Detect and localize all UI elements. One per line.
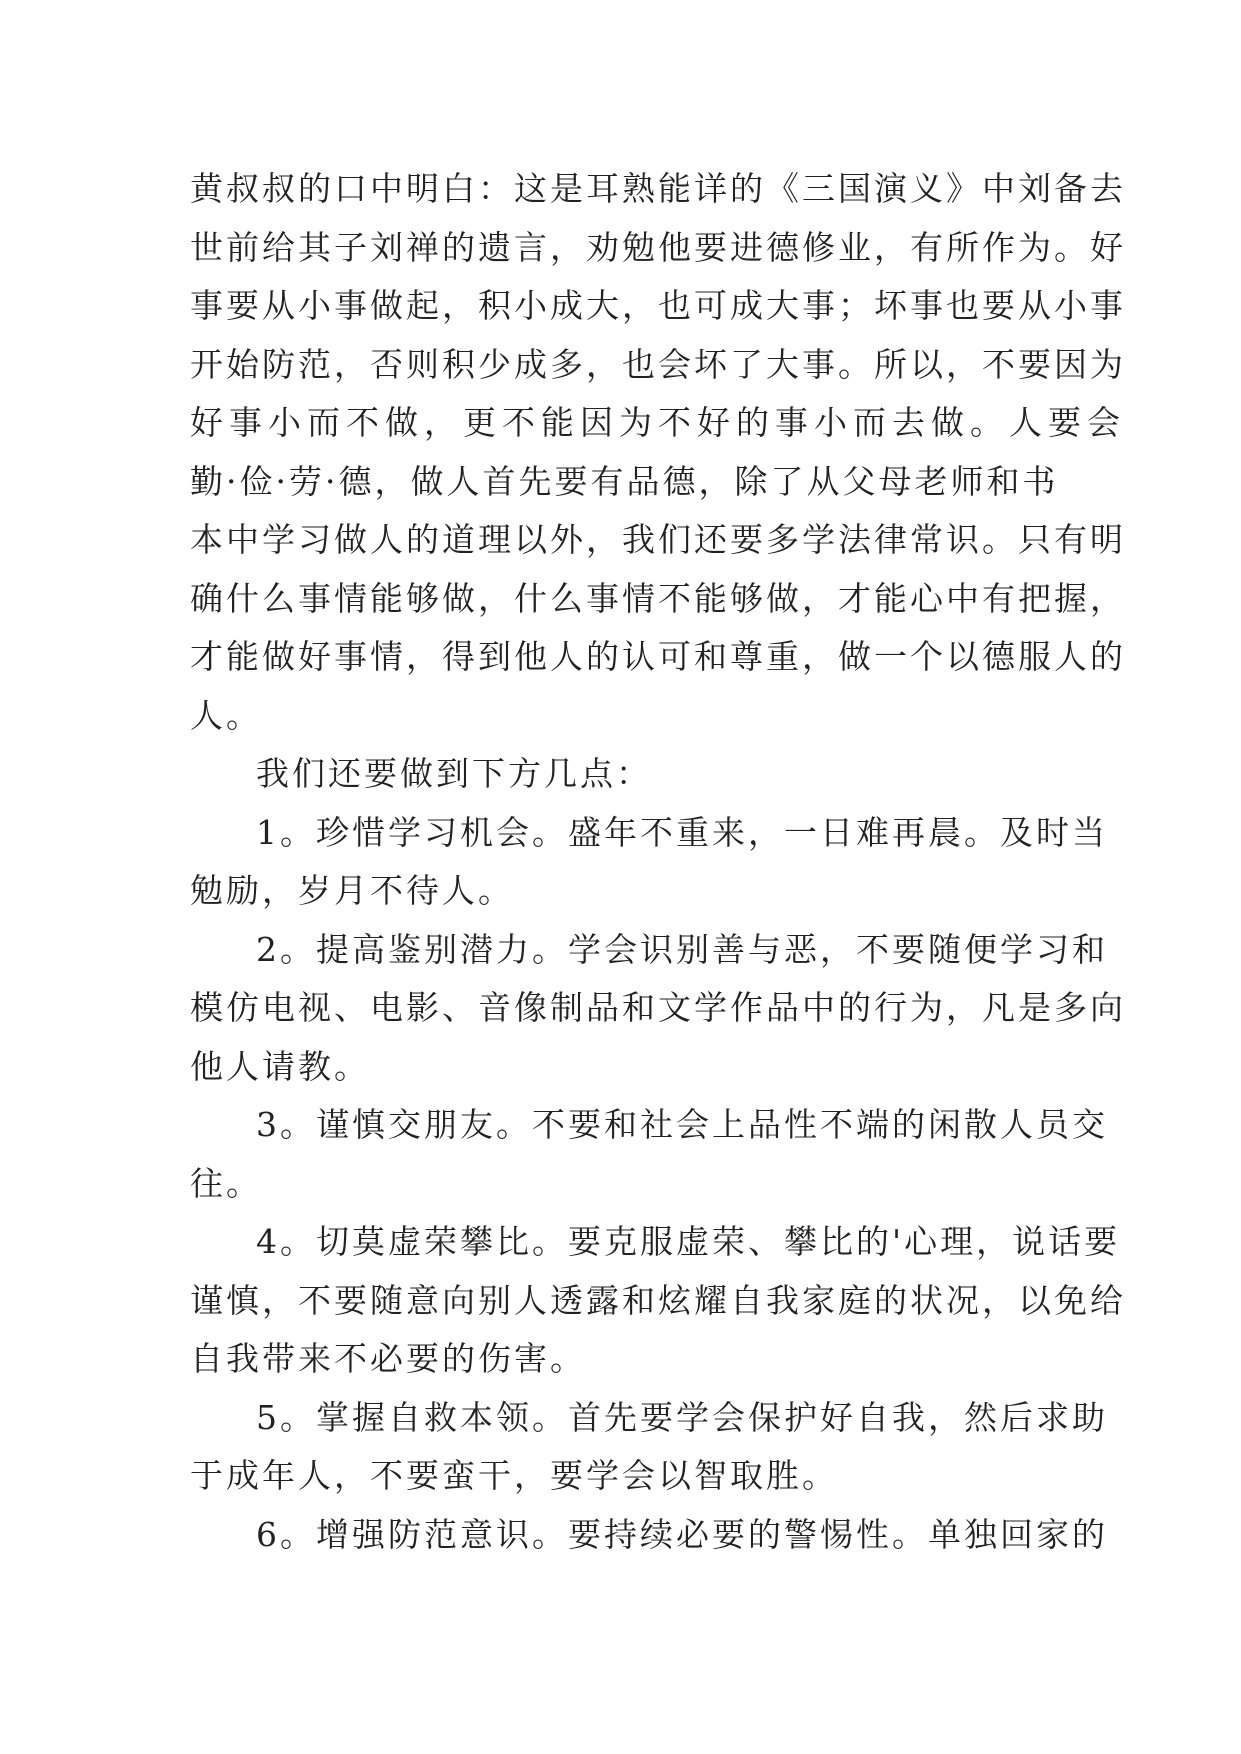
text-line: 模仿电视、电影、音像制品和文学作品中的行为，凡是多向 xyxy=(190,988,1126,1027)
body-text xyxy=(190,160,1126,1564)
text-line: 自我带来不必要的伤害。 xyxy=(190,1339,586,1378)
text-line: 人。 xyxy=(190,695,262,735)
text-line: 世前给其子刘禅的遗言，劝勉他要进德修业，有所作为。好 xyxy=(190,227,1126,267)
text-line: 他人请教。 xyxy=(190,1046,370,1086)
text-line: 好事小而不做，更不能因为不好的事小而去做。人要会 xyxy=(190,403,1126,442)
text-line: 开始防范，否则积少成多，也会坏了大事。所以，不要因为 xyxy=(190,344,1126,384)
text-line: 往。 xyxy=(190,1163,262,1203)
list-item-5: 5。掌握自救本领。首先要学会保护好自我，然后求助 xyxy=(256,1397,1108,1437)
list-item-6: 6。增强防范意识。要持续必要的警惕性。单独回家的 xyxy=(256,1514,1108,1554)
list-item-2: 2。提高鉴别潜力。学会识别善与恶，不要随便学习和 xyxy=(256,929,1108,969)
text-line: 于成年人，不要蛮干，要学会以智取胜。 xyxy=(190,1456,838,1495)
text-line: 本中学习做人的道理以外，我们还要多学法律常识。只有明 xyxy=(190,520,1126,559)
list-item-4: 4。切莫虚荣攀比。要克服虚荣、攀比的'心理，说话要 xyxy=(256,1222,1121,1261)
text-line: 谨慎，不要随意向别人透露和炫耀自我家庭的状况，以免给 xyxy=(190,1280,1126,1320)
text-line: 勉励，岁月不待人。 xyxy=(190,871,514,910)
section-intro: 我们还要做到下方几点： xyxy=(256,754,652,793)
text-line: 确什么事情能够做，什么事情不能够做，才能心中有把握， xyxy=(190,578,1126,618)
text-line: 事要从小事做起，积小成大，也可成大事；坏事也要从小事 xyxy=(190,286,1126,325)
list-item-1: 1。珍惜学习机会。盛年不重来，一日难再晨。及时当 xyxy=(256,812,1108,852)
list-item-3: 3。谨慎交朋友。不要和社会上品性不端的闲散人员交 xyxy=(256,1105,1108,1144)
text-line: 勤·俭·劳·德，做人首先要有品德，除了从父母老师和书 xyxy=(190,461,1059,501)
text-line: 才能做好事情，得到他人的认可和尊重，做一个以德服人的 xyxy=(190,637,1126,676)
text-line: 黄叔叔的口中明白：这是耳熟能详的《三国演义》中刘备去 xyxy=(190,169,1126,208)
